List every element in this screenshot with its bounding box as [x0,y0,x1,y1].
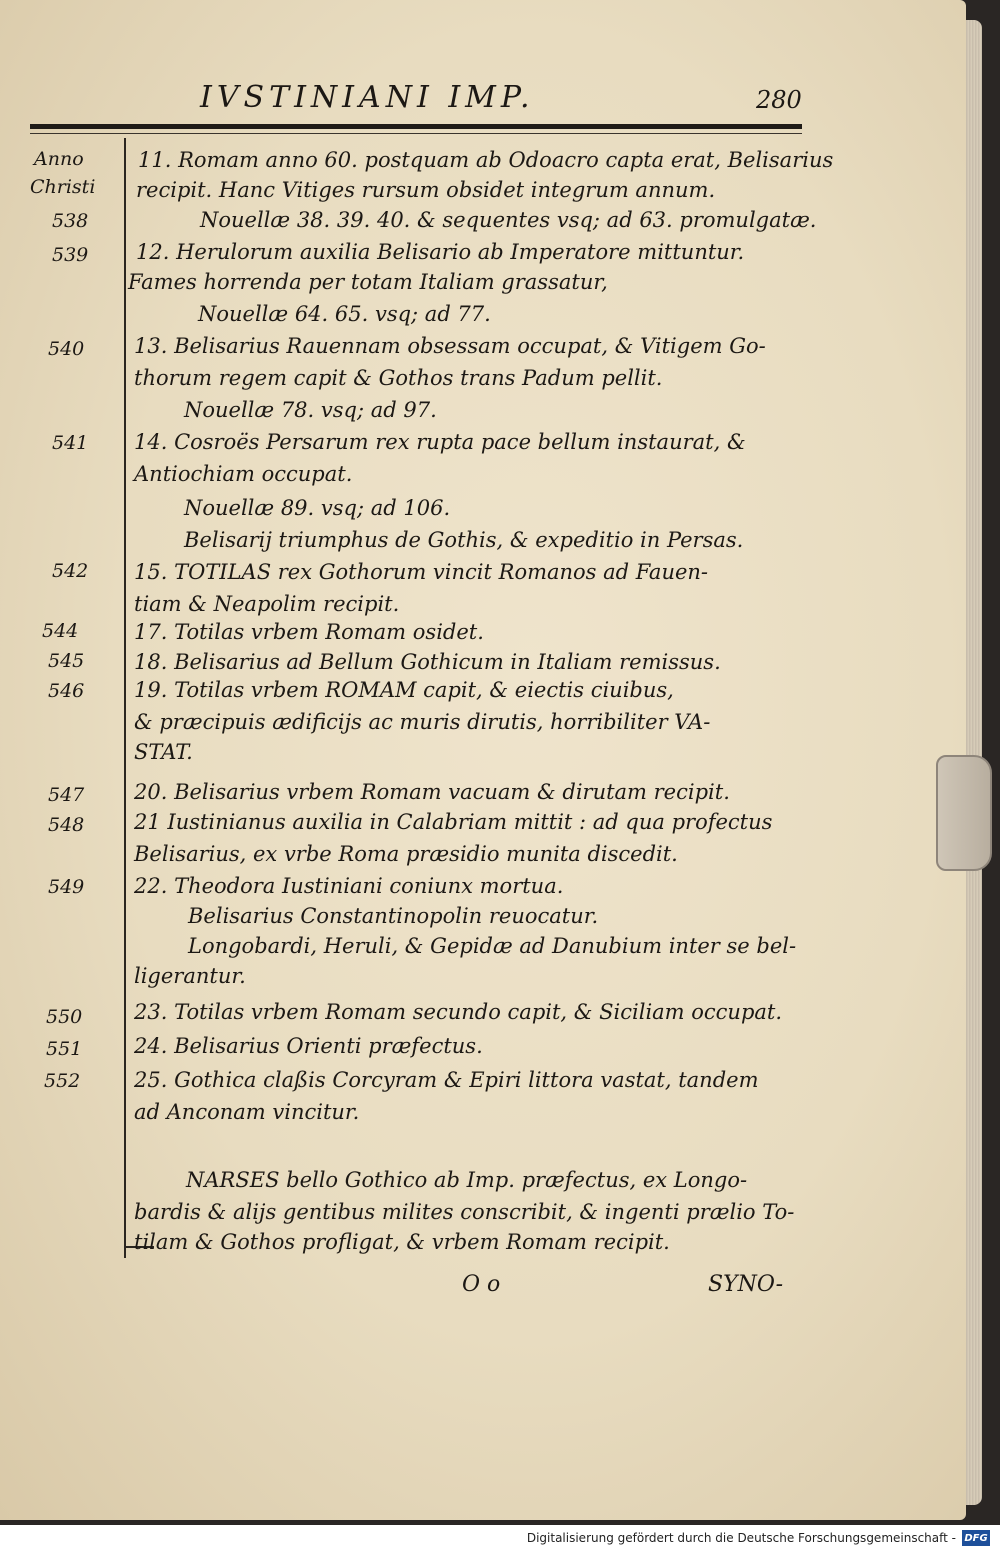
text-line: 21 Iustinianus auxilia in Calabriam mittit : ad qua profectus [134,810,773,834]
text-line: Belisarius, ex vrbe Roma præsidio munita discedit. [134,842,678,866]
text-line: STAT. [134,740,193,764]
margin-year: 548 [48,814,85,836]
margin-year: 552 [44,1070,81,1092]
text-line: 19. Totilas vrbem ROMAM capit, & eiectis ciuibus, [134,678,674,702]
margin-year: 544 [42,620,79,642]
text-line: Nouellæ 38. 39. 40. & sequentes vsq; ad 63. promulgatæ. [200,208,817,232]
text-line: 12. Herulorum auxilia Belisario ab Imperatore mittuntur. [136,240,745,264]
text-line: 24. Belisarius Orienti præfectus. [134,1034,483,1058]
running-head: IVSTINIANI IMP. [200,80,535,115]
text-line: 17. Totilas vrbem Romam osidet. [134,620,484,644]
text-line: NARSES bello Gothico ab Imp. præfectus, ex Longo- [186,1168,748,1192]
text-line: thorum regem capit & Gothos trans Padum pellit. [134,366,663,390]
text-line: recipit. Hanc Vitiges rursum obsidet integrum annum. [136,178,716,202]
text-line: 18. Belisarius ad Bellum Gothicum in Italiam remissus. [134,650,721,674]
margin-year: 538 [52,210,89,232]
margin-anno: Anno [34,148,84,170]
text-line: 15. TOTILAS rex Gothorum vincit Romanos ad Fauen- [134,560,709,584]
margin-year: 546 [48,680,85,702]
catchword: SYNO- [708,1272,784,1297]
signature-mark: O o [462,1272,501,1297]
text-line: 11. Romam anno 60. postquam ab Odoacro capta erat, Belisarius [138,148,834,172]
text-line: 22. Theodora Iustiniani coniunx mortua. [134,874,564,898]
text-line: Nouellæ 78. vsq; ad 97. [184,398,437,422]
margin-year: 539 [52,244,89,266]
text-line: Nouellæ 64. 65. vsq; ad 77. [198,302,491,326]
footer-bar [0,1525,1000,1553]
text-line: Belisarij triumphus de Gothis, & expeditio in Persas. [184,528,744,552]
text-line: Nouellæ 89. vsq; ad 106. [184,496,451,520]
text-line: & præcipuis ædificijs ac muris dirutis, horribiliter VA- [134,710,711,734]
margin-year: 540 [48,338,85,360]
text-line: Belisarius Constantinopolin reuocatur. [188,904,599,928]
margin-divider [124,138,126,1258]
page-clip [936,755,992,871]
text-line: ligerantur. [134,964,246,988]
footer-credit: Digitalisierung gefördert durch die Deutsche Forschungsgemeinschaft - [526,1531,956,1545]
text-line: 23. Totilas vrbem Romam secundo capit, & Siciliam occupat. [134,1000,783,1024]
header-rule [30,124,802,129]
margin-year: 545 [48,650,85,672]
text-line: 13. Belisarius Rauennam obsessam occupat, & Vitigem Go- [134,334,766,358]
margin-year: 550 [46,1006,83,1028]
text-line: Fames horrenda per totam Italiam grassatur, [128,270,608,294]
margin-year: 542 [52,560,89,582]
text-line: 14. Cosroës Persarum rex rupta pace bellum instaurat, & [134,430,746,454]
margin-year: 541 [52,432,89,454]
text-line: tiam & Neapolim recipit. [134,592,400,616]
header-rule-thin [30,133,802,134]
margin-year: 549 [48,876,85,898]
text-line: bardis & alijs gentibus milites conscribit, & ingenti prælio To- [134,1200,795,1224]
text-line: tilam & Gothos profligat, & vrbem Romam recipit. [134,1230,670,1254]
text-line: 25. Gothica claßis Corcyram & Epiri littora vastat, tandem [134,1068,759,1092]
text-line: ad Anconam vincitur. [134,1100,360,1124]
page-number: 280 [756,86,802,114]
margin-year: 547 [48,784,85,806]
text-line: Antiochiam occupat. [134,462,353,486]
text-line: 20. Belisarius vrbem Romam vacuam & dirutam recipit. [134,780,730,804]
dfg-logo-icon: DFG [962,1530,990,1546]
margin-year: 551 [46,1038,83,1060]
text-line: Longobardi, Heruli, & Gepidæ ad Danubium inter se bel- [188,934,797,958]
margin-christi: Christi [30,176,96,198]
